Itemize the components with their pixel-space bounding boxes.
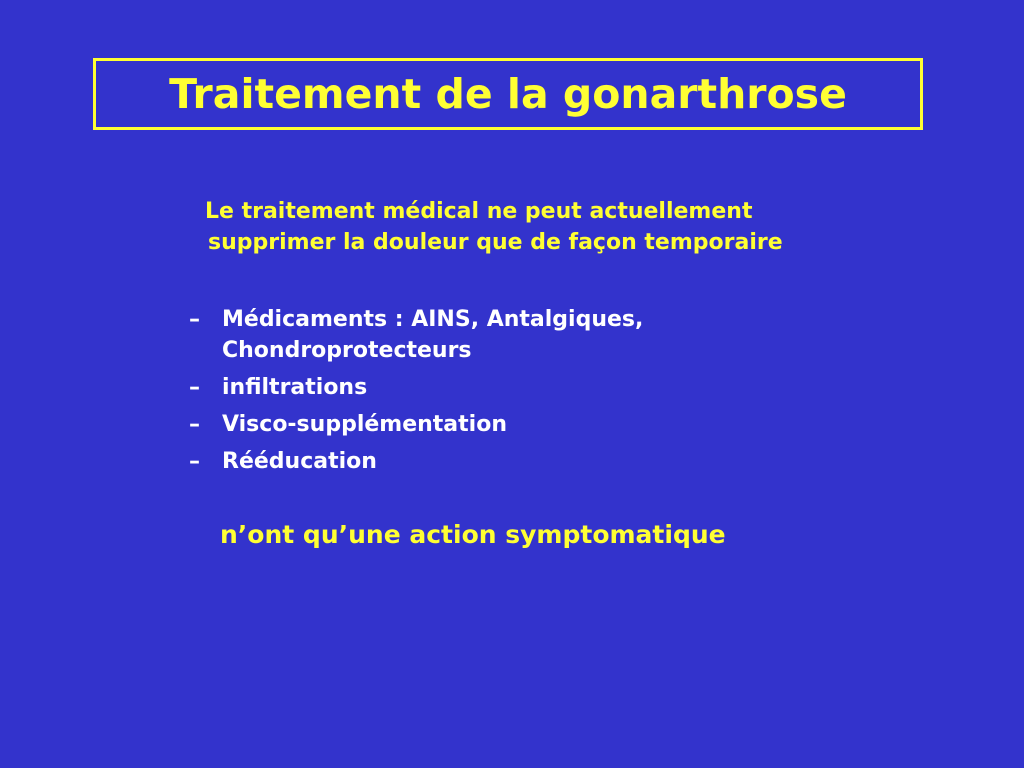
list-item — [189, 446, 789, 477]
list-item-label: Visco-supplémentation — [222, 412, 507, 437]
list-item-label: infiltrations — [222, 375, 368, 400]
list-item — [189, 409, 789, 440]
list-item-label — [222, 304, 789, 366]
list-item-line-1: Médicaments : AINS, Antalgiques, — [222, 307, 644, 332]
bullet-dash: – — [189, 449, 200, 474]
list-item — [189, 304, 789, 366]
list-item — [189, 372, 789, 403]
treatment-list — [189, 304, 789, 483]
bullet-dash: – — [189, 412, 200, 437]
slide-title: Traitement de la gonarthrose — [169, 69, 847, 118]
intro-line-1: Le traitement médical ne peut actuellement — [205, 199, 753, 224]
title-frame — [93, 58, 923, 130]
intro-paragraph — [205, 196, 905, 258]
intro-line-2: supprimer la douleur que de façon temporaire — [208, 230, 783, 255]
list-item-label: Rééducation — [222, 449, 377, 474]
conclusion-text: n’ont qu’une action symptomatique — [220, 520, 726, 549]
list-item-line-2: Chondroprotecteurs — [222, 338, 472, 363]
bullet-dash: – — [189, 307, 200, 332]
bullet-dash: – — [189, 375, 200, 400]
